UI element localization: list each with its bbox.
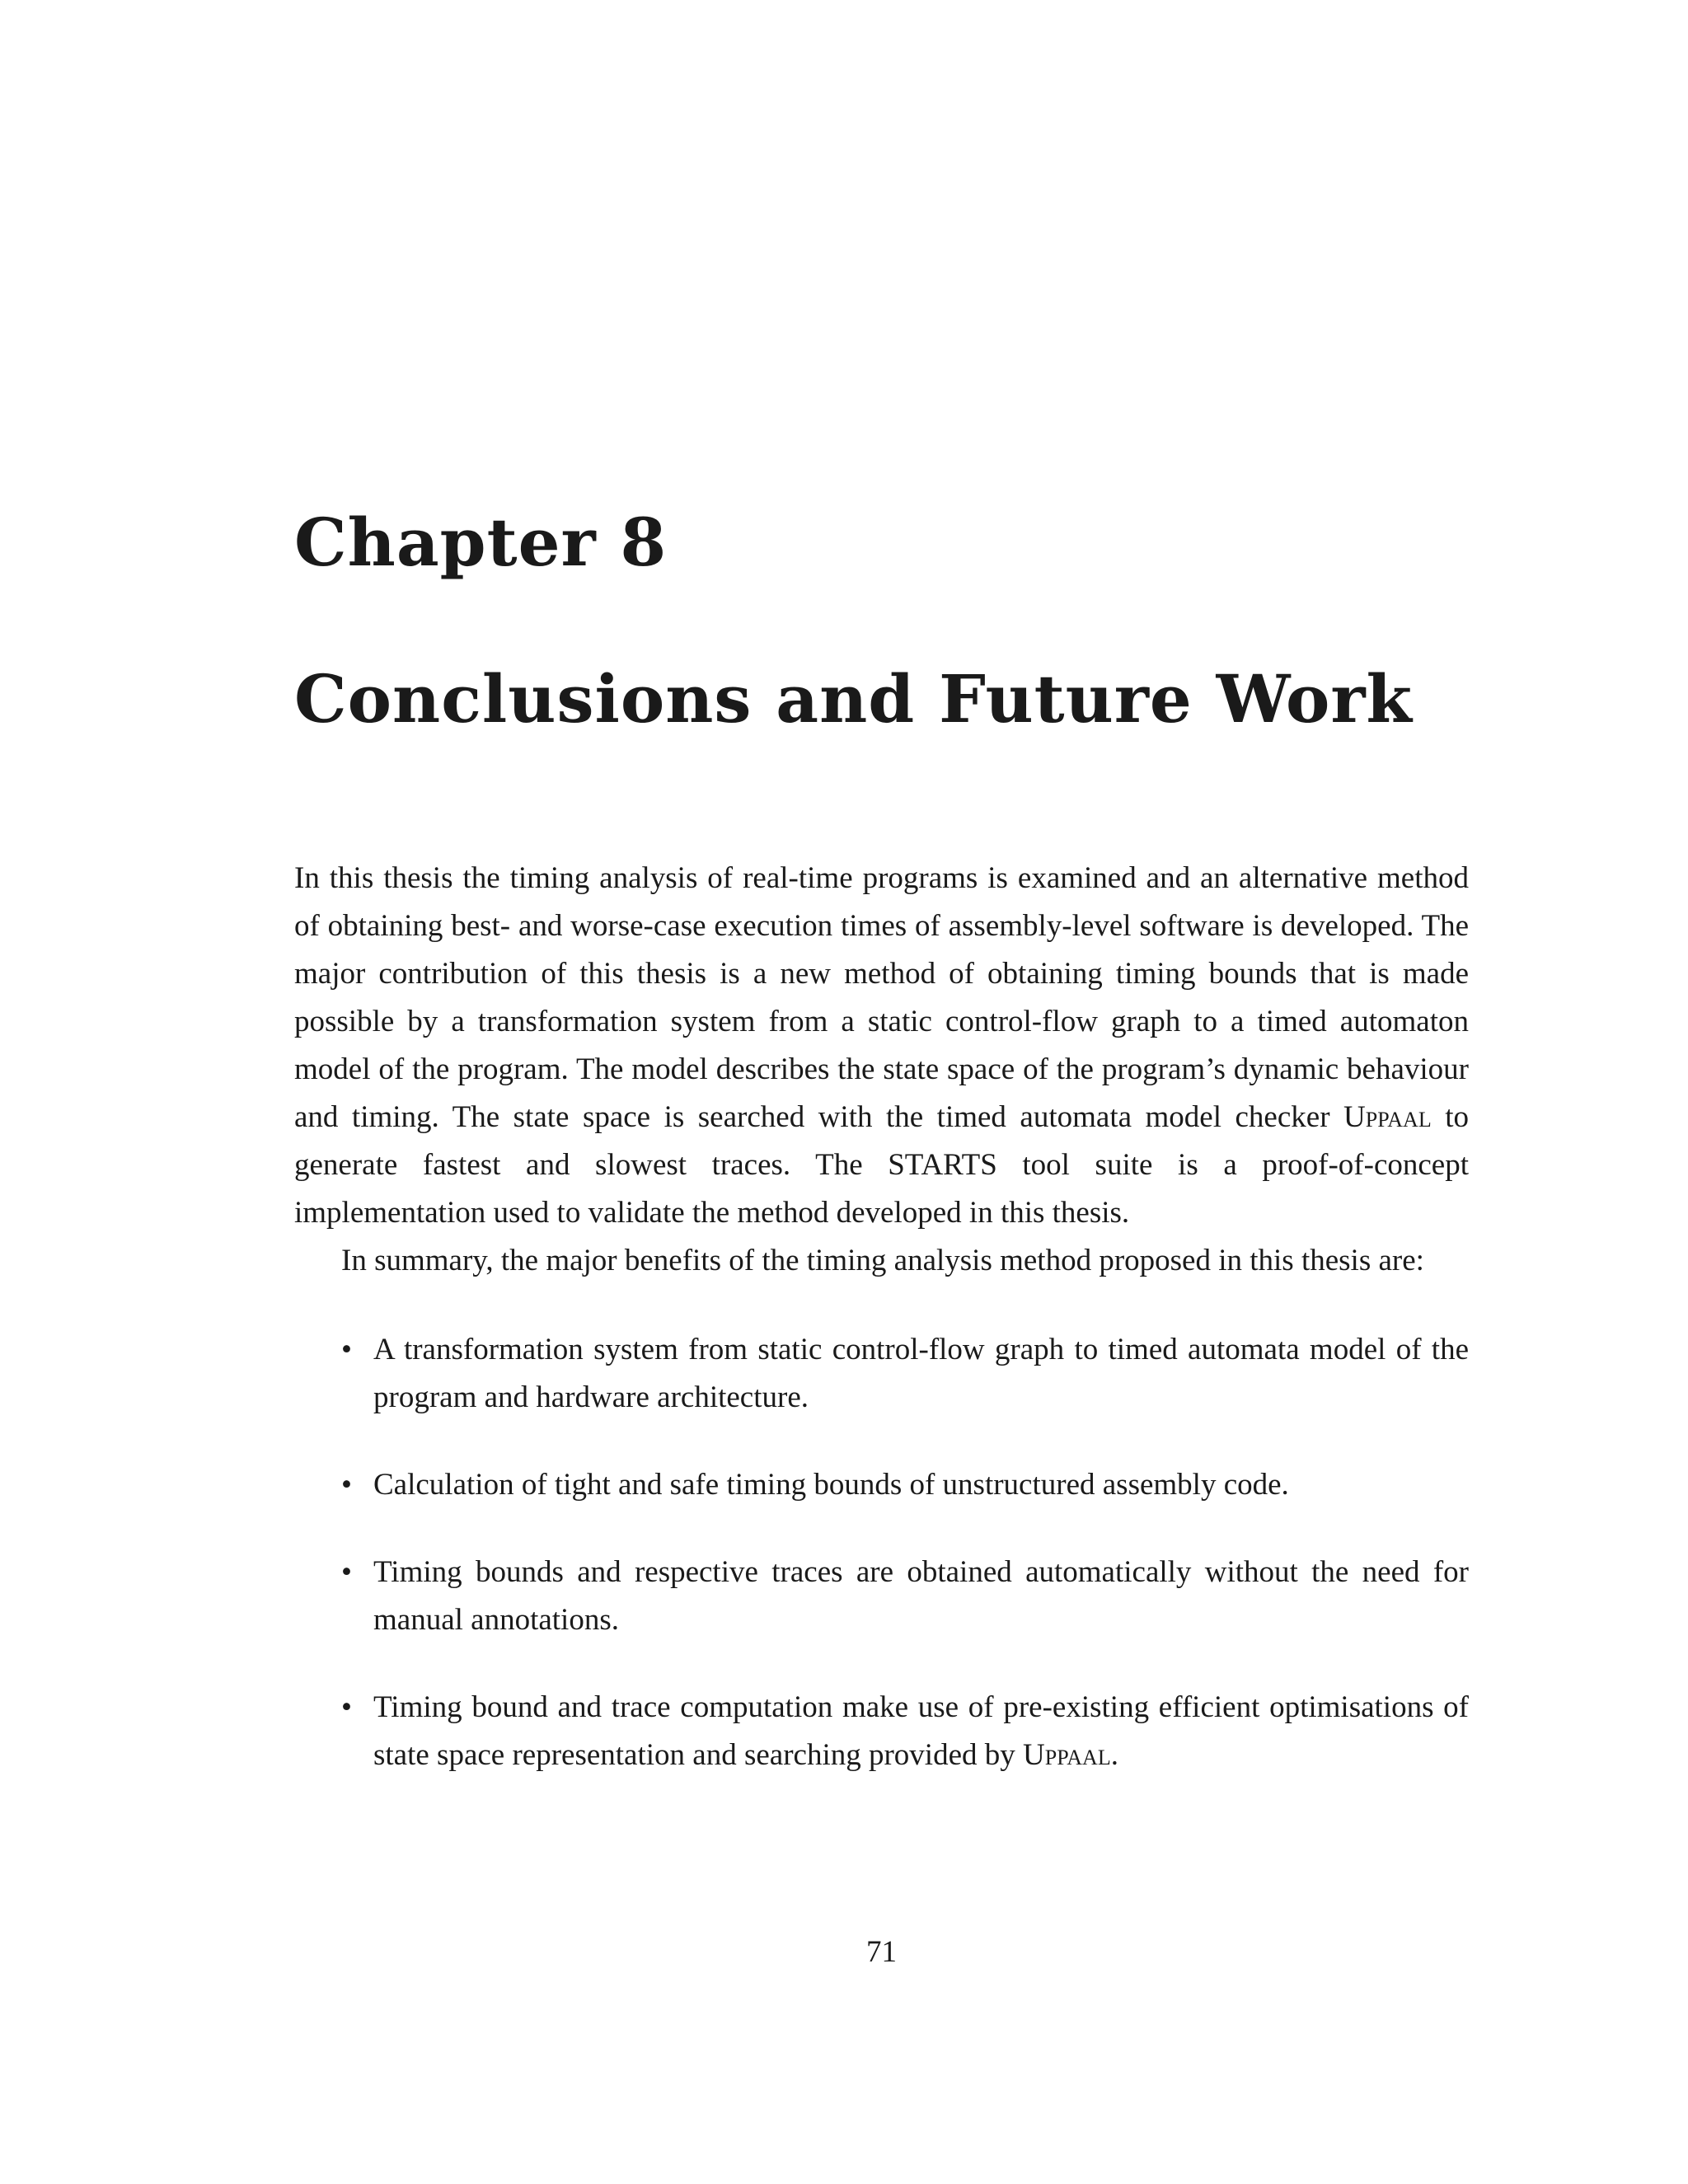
bullet-icon: •	[341, 1333, 352, 1366]
document-page	[294, 0, 1469, 2184]
bullet-icon: •	[341, 1555, 352, 1589]
list-item	[294, 1549, 1469, 1644]
benefits-list	[294, 1326, 1469, 1779]
tool-name-uppaal: Uppaal	[1023, 1738, 1111, 1772]
page-number: 71	[866, 1935, 897, 1969]
chapter-label: Chapter 8	[294, 504, 668, 581]
tool-name-uppaal: Uppaal	[1343, 1100, 1432, 1134]
paragraph-intro-text-1: In this thesis the timing analysis of real-time programs is examined and an alternative method of obtaining best- and worse-case execution times of assembly-level software is developed. The major contribution of this thesis is a new method of obtaining timing bounds that is made possible by a transformation system from a static control-flow graph to a timed automaton model of the program. The model describes the state space of the program’s dynamic behaviour and timing. The state space is searched with the timed automata model checker	[294, 861, 1469, 1134]
list-item	[294, 1461, 1469, 1509]
list-item-text	[373, 1690, 1469, 1772]
list-item-text: Calculation of tight and safe timing bounds of unstructured assembly code.	[373, 1468, 1289, 1502]
paragraph-intro	[294, 855, 1469, 1237]
body-text	[294, 855, 1469, 1819]
bullet-icon: •	[341, 1690, 352, 1724]
list-item-text: A transformation system from static control-flow graph to timed automata model of the program and hardware architecture.	[373, 1333, 1469, 1414]
paragraph-summary: In summary, the major benefits of the timing analysis method proposed in this thesis are:	[341, 1244, 1424, 1277]
list-item	[294, 1684, 1469, 1779]
bullet-icon: •	[341, 1468, 352, 1502]
list-item-text: Timing bounds and respective traces are obtained automatically without the need for manual annotations.	[373, 1555, 1469, 1637]
list-item	[294, 1326, 1469, 1422]
chapter-title: Conclusions and Future Work	[294, 660, 1413, 738]
list-item-text-1: Timing bound and trace computation make use of pre-existing efficient optimisations of state space representation and searching provided by	[373, 1690, 1469, 1772]
list-item-text-2: .	[1110, 1738, 1118, 1772]
paragraph-intro-text-2: to generate fastest and slowest traces. The STARTS tool suite is a proof-of-concept implementation used to validate the method developed in this thesis.	[294, 1100, 1470, 1230]
